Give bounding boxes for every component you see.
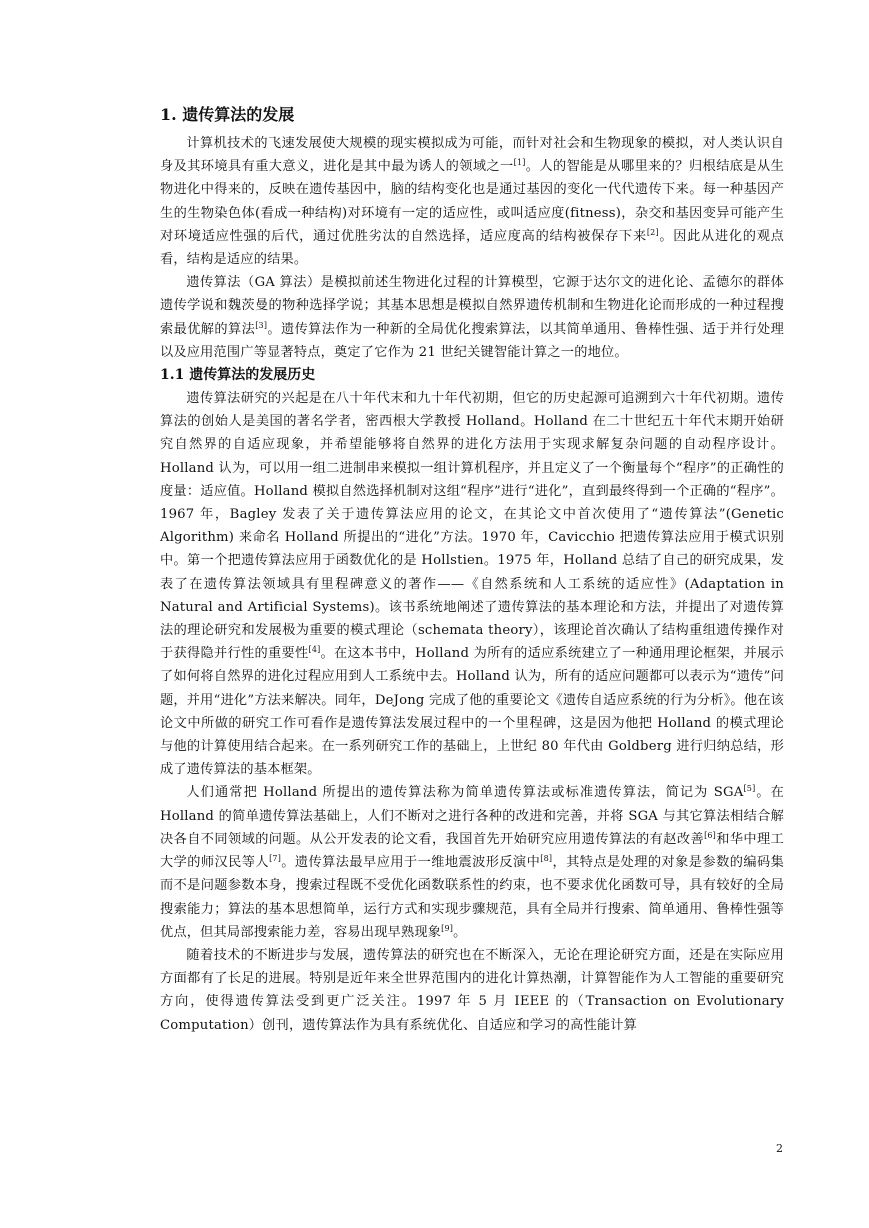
paragraph-text: 。在 Holland 的简单遗传算法基础上，人们不断对之进行各种的改进和完善，并将 SGA 与其它算法相结合解决各自不同领域的问题。从公开发表的论文看，我国首先开始研究应用遗传算法的有赵改善 [160,785,784,847]
citation-ref: [1] [513,158,526,168]
citation-ref: [7] [269,854,282,864]
paragraph-text: 。遗传算法作为一种新的全局优化搜索算法，以其简单通用、鲁棒性强、适于并行处理以及应用范围广等显著特点，奠定了它作为 21 世纪关键智能计算之一的地位。 [160,321,784,360]
paragraph-text: 。人的智能是从哪里来的？归根结底是从生物进化中得来的，反映在遗传基因中，脑的结构变化也是通过基因的变化一代代遗传下来。每一种基因产生的生物染色体(看成一种结构)对环境有一定的适应性，或叫适应度(fitness)，杂交和基因变异可能产生对环境适应性强的后代，通过优胜劣汰的自然选择，适应度高的结构被保存下来 [160,159,784,244]
citation-ref: [5] [743,784,756,794]
paragraph-text: 和华中理工大学的师汉民等人 [160,831,785,871]
citation-ref: [6] [704,830,716,840]
body-paragraph [160,387,784,781]
body-paragraph [160,271,784,364]
paragraph-text: 。在这本书中，Holland 为所有的适应系统建立了一种通用理论框架，并展示了如何将自然界的进化过程应用到人工系统中去。Holland 认为，所有的适应问题都可以表示为“遗传”问题，并用“进化”方法来解决。同年，DeJong 完成了他的重要论文《遗传自适应系统的行为分析》。他在该论文中所做的研究工作可看作是遗传算法发展过程中的一个里程碑，这是因为他把 Holland 的模式理论与他的计算使用结合起来。在一系列研究工作的基础上，上世纪 80 年代由 Goldberg 进行归纳总结，形成了遗传算法的基本框架。 [160,646,784,778]
subsection-body [160,387,784,1037]
paragraph-text: 遗传算法研究的兴起是在八十年代末和九十年代初期，但它的历史起源可追溯到六十年代初期。遗传算法的创始人是美国的著名学者，密西根大学教授 Holland。Holland 在二十世纪五十年代末期开始研究自然界的自适应现象，并希望能够将自然界的进化方法用于实现求解复杂问题的自动程序设计。Holland 认为，可以用一组二进制串来模拟一组计算机程序，并且定义了一个衡量每个“程序”的正确性的度量：适应值。Holland 模拟自然选择机制对这组“程序”进行“进化”，直到最终得到一个正确的“程序”。1967 年，Bagley 发表了关于遗传算法应用的论文，在其论文中首次使用了“遗传算法”(Genetic Algorithm) 来命名 Holland 所提出的“进化”方法。1970 年，Cavicchio 把遗传算法应用于模式识别中。第一个把遗传算法应用于函数优化的是 Hollstien。1975 年，Holland 总结了自己的研究成果，发表了在遗传算法领域具有里程碑意义的著作——《自然系统和人工系统的适应性》(Adaptation in Natural and Artificial Systems)。该书系统地阐述了遗传算法的基本理论和方法，并提出了对遗传算法的理论研究和发展极为重要的模式理论（schemata theory），该理论首次确认了结构重组遗传操作对于获得隐并行性的重要性 [160,391,784,662]
body-paragraph [160,781,784,943]
page-number: 2 [776,1142,783,1155]
paragraph-text: 遗传算法（GA 算法）是模拟前述生物进化过程的计算模型，它源于达尔文的进化论、孟德尔的群体遗传学说和魏茨曼的物种选择学说；其基本思想是模拟自然界遗传机制和生物进化论而形成的一种过程搜索最优解的算法 [160,275,784,337]
body-paragraph [160,132,784,271]
subsection-heading: 1.1 遗传算法的发展历史 [160,367,316,384]
paragraph-text: ，其特点是处理的对象是参数的编码集而不是问题参数本身，搜索过程既不受优化函数联系性的约束，也不要求优化函数可导，具有较好的全局搜索能力；算法的基本思想简单，运行方式和实现步骤规范，具有全局并行搜索、简单通用、鲁棒性强等优点，但其局部搜索能力差，容易出现早熟现象 [160,855,784,940]
paragraph-text: 计算机技术的飞速发展使大规模的现实模拟成为可能，而针对社会和生物现象的模拟，对人类认识自身及其环境具有重大意义，进化是其中最为诱人的领域之一 [160,136,784,175]
citation-ref: [3] [255,320,268,330]
section-heading: 1. 遗传算法的发展 [160,105,295,124]
paragraph-text: 随着技术的不断进步与发展，遗传算法的研究也在不断深入，无论在理论研究方面，还是在实际应用方面都有了长足的进展。特别是近年来全世界范围内的进化计算热潮，计算智能作为人工智能的重要研究方向，使得遗传算法受到更广泛关注。1997 年 5 月 IEEE 的（Transaction on Evolutionary Computation）创刊，遗传算法作为具有系统优化、自适应和学习的高性能计算 [160,947,784,1033]
paragraph-text: 人们通常把 Holland 所提出的遗传算法称为简单遗传算法或标准遗传算法，简记为 SGA [186,785,744,801]
citation-ref: [4] [308,645,321,655]
body-paragraph [160,944,784,1037]
paragraph-text: 。因此从进化的观点看，结构是适应的结果。 [160,228,784,268]
citation-ref: [2] [646,227,659,237]
paragraph-text: 。遗传算法最早应用于一维地震波形反演中 [281,855,541,871]
page-content [160,102,784,1037]
section-body [160,132,784,364]
citation-ref: [8] [540,854,553,864]
paragraph-text: 。 [453,924,467,940]
citation-ref: [9] [441,923,454,933]
